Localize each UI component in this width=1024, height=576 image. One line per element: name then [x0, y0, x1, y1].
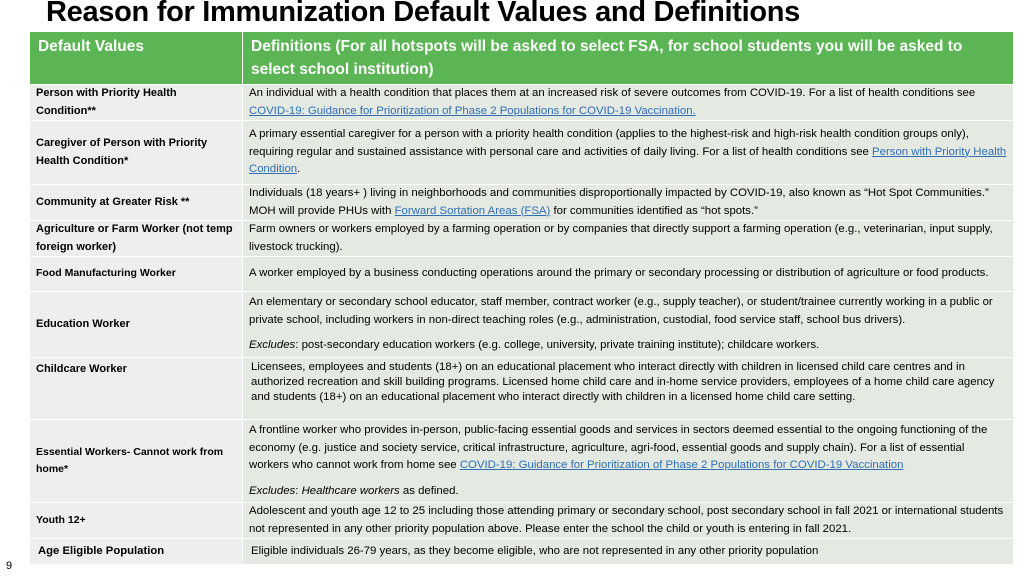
fsa-link[interactable]: Forward Sortation Areas (FSA): [394, 204, 551, 217]
row-key: Community at Greater Risk **: [30, 185, 243, 221]
row-key: Person with Priority Health Condition**: [30, 85, 243, 121]
definition-text: Individuals (18 years+ ) living in neighborhoods and communities disproportionally impacted by COVID-19, also known as “Hot Spot Communities.” MOH will provide PHUs with: [249, 187, 989, 217]
table-row: [30, 503, 1014, 539]
row-definition: [243, 420, 1014, 503]
page-number: 9: [6, 560, 13, 572]
guidance-link[interactable]: COVID-19: Guidance for Prioritization of Phase 2 Populations for COVID-19 Vaccination.: [249, 104, 696, 117]
row-key: Food Manufacturing Worker: [30, 257, 243, 292]
priority-health-link[interactable]: Person with Priority Health Condition: [249, 145, 1007, 176]
row-key: Agriculture or Farm Worker (not temp foreign worker): [30, 221, 243, 257]
row-key: Caregiver of Person with Priority Health Condition*: [30, 121, 243, 185]
excludes-label: Excludes: [249, 339, 296, 352]
row-definition: Licensees, employees and students (18+) on an educational placement who interact directly with children in licensed child care centres and in authorized recreation and skill building programs. Licensed home child care and in-home service providers, employees of a home child care agency and students (18+) on an educational placement who interact directly with children in a licensed home child care setting.: [243, 358, 1014, 420]
row-key: Youth 12+: [30, 503, 243, 539]
table-row: [30, 221, 1014, 257]
definition-text: .: [297, 163, 301, 176]
row-definition: [243, 121, 1014, 185]
excludes-italic: Healthcare workers: [301, 484, 400, 497]
table-row: [30, 358, 1014, 420]
row-key: Essential Workers- Cannot work from home*: [30, 420, 243, 503]
row-definition: Eligible individuals 26-79 years, as they become eligible, who are not represented in any other priority population: [243, 539, 1014, 565]
row-key: Education Worker: [30, 292, 243, 358]
definition-text: An individual with a health condition that places them at an increased risk of severe outcomes from COVID-19. For a list of health conditions see: [249, 87, 976, 99]
row-key: Childcare Worker: [30, 358, 243, 420]
excludes-note: Excludes: Healthcare workers as defined.: [249, 484, 459, 497]
row-key: Age Eligible Population: [30, 539, 243, 565]
header-definitions: Definitions (For all hotspots will be asked to select FSA, for school students you will be asked to select school institution): [243, 32, 1014, 85]
row-definition: [243, 292, 1014, 358]
row-definition: A worker employed by a business conducting operations around the primary or secondary processing or distribution of agriculture or food products.: [243, 257, 1014, 292]
definition-text: for communities identified as “hot spots.”: [550, 204, 758, 217]
table-row: [30, 292, 1014, 358]
excludes-note: [249, 337, 1007, 355]
page-title: Reason for Immunization Default Values and Definitions: [46, 0, 801, 28]
definition-text: A primary essential caregiver for a person with a priority health condition (applies to the highest-risk and high-risk health condition groups only), requiring regular and sustained assistance with personal care and activities of daily living. For a list of health conditions see: [249, 128, 969, 158]
guidance-link[interactable]: COVID-19: Guidance for Prioritization of Phase 2 Populations for COVID-19 Vaccination: [459, 459, 904, 471]
excludes-label: Excludes: [249, 484, 296, 497]
excludes-text: : post-secondary education workers (e.g. college, university, private training institute); childcare workers.: [295, 339, 820, 352]
row-definition: [243, 185, 1014, 221]
definition-text: An elementary or secondary school educator, staff member, contract worker (e.g., supply teacher), or student/trainee currently working in a public or private school, including workers in non-direct teaching roles (e.g., administration, custodial, food service staff, school bus drivers).: [249, 296, 993, 326]
table-row: [30, 121, 1014, 185]
row-definition: Farm owners or workers employed by a farming operation or by companies that directly support a farming operation (e.g., veterinarian, input supply, livestock trucking).: [243, 221, 1014, 257]
definition-text: A frontline worker who provides in-person, public-facing essential goods and services in sectors deemed essential to the ongoing functioning of the economy (e.g. justice and society service, critical infrastructure, agriculture, agri-food, essential goods and supply chain). For a list of essential workers who cannot work from home see COVID-19: Guidance for Prioritization of Phase 2 Populations for COVID-19 Vaccination: [249, 424, 988, 471]
table-row: [30, 257, 1014, 292]
table-row: [30, 85, 1014, 121]
definitions-table: [29, 31, 1014, 565]
row-definition: Adolescent and youth age 12 to 25 including those attending primary or secondary school, post secondary school in fall 2021 or international students not represented in any other priority population above. Please enter the school the child or youth is entering in fall 2021.: [243, 503, 1014, 539]
table-row: [30, 420, 1014, 503]
row-definition: [243, 85, 1014, 121]
table-row: [30, 539, 1014, 565]
header-default-values: Default Values: [30, 32, 243, 85]
table-row: [30, 185, 1014, 221]
